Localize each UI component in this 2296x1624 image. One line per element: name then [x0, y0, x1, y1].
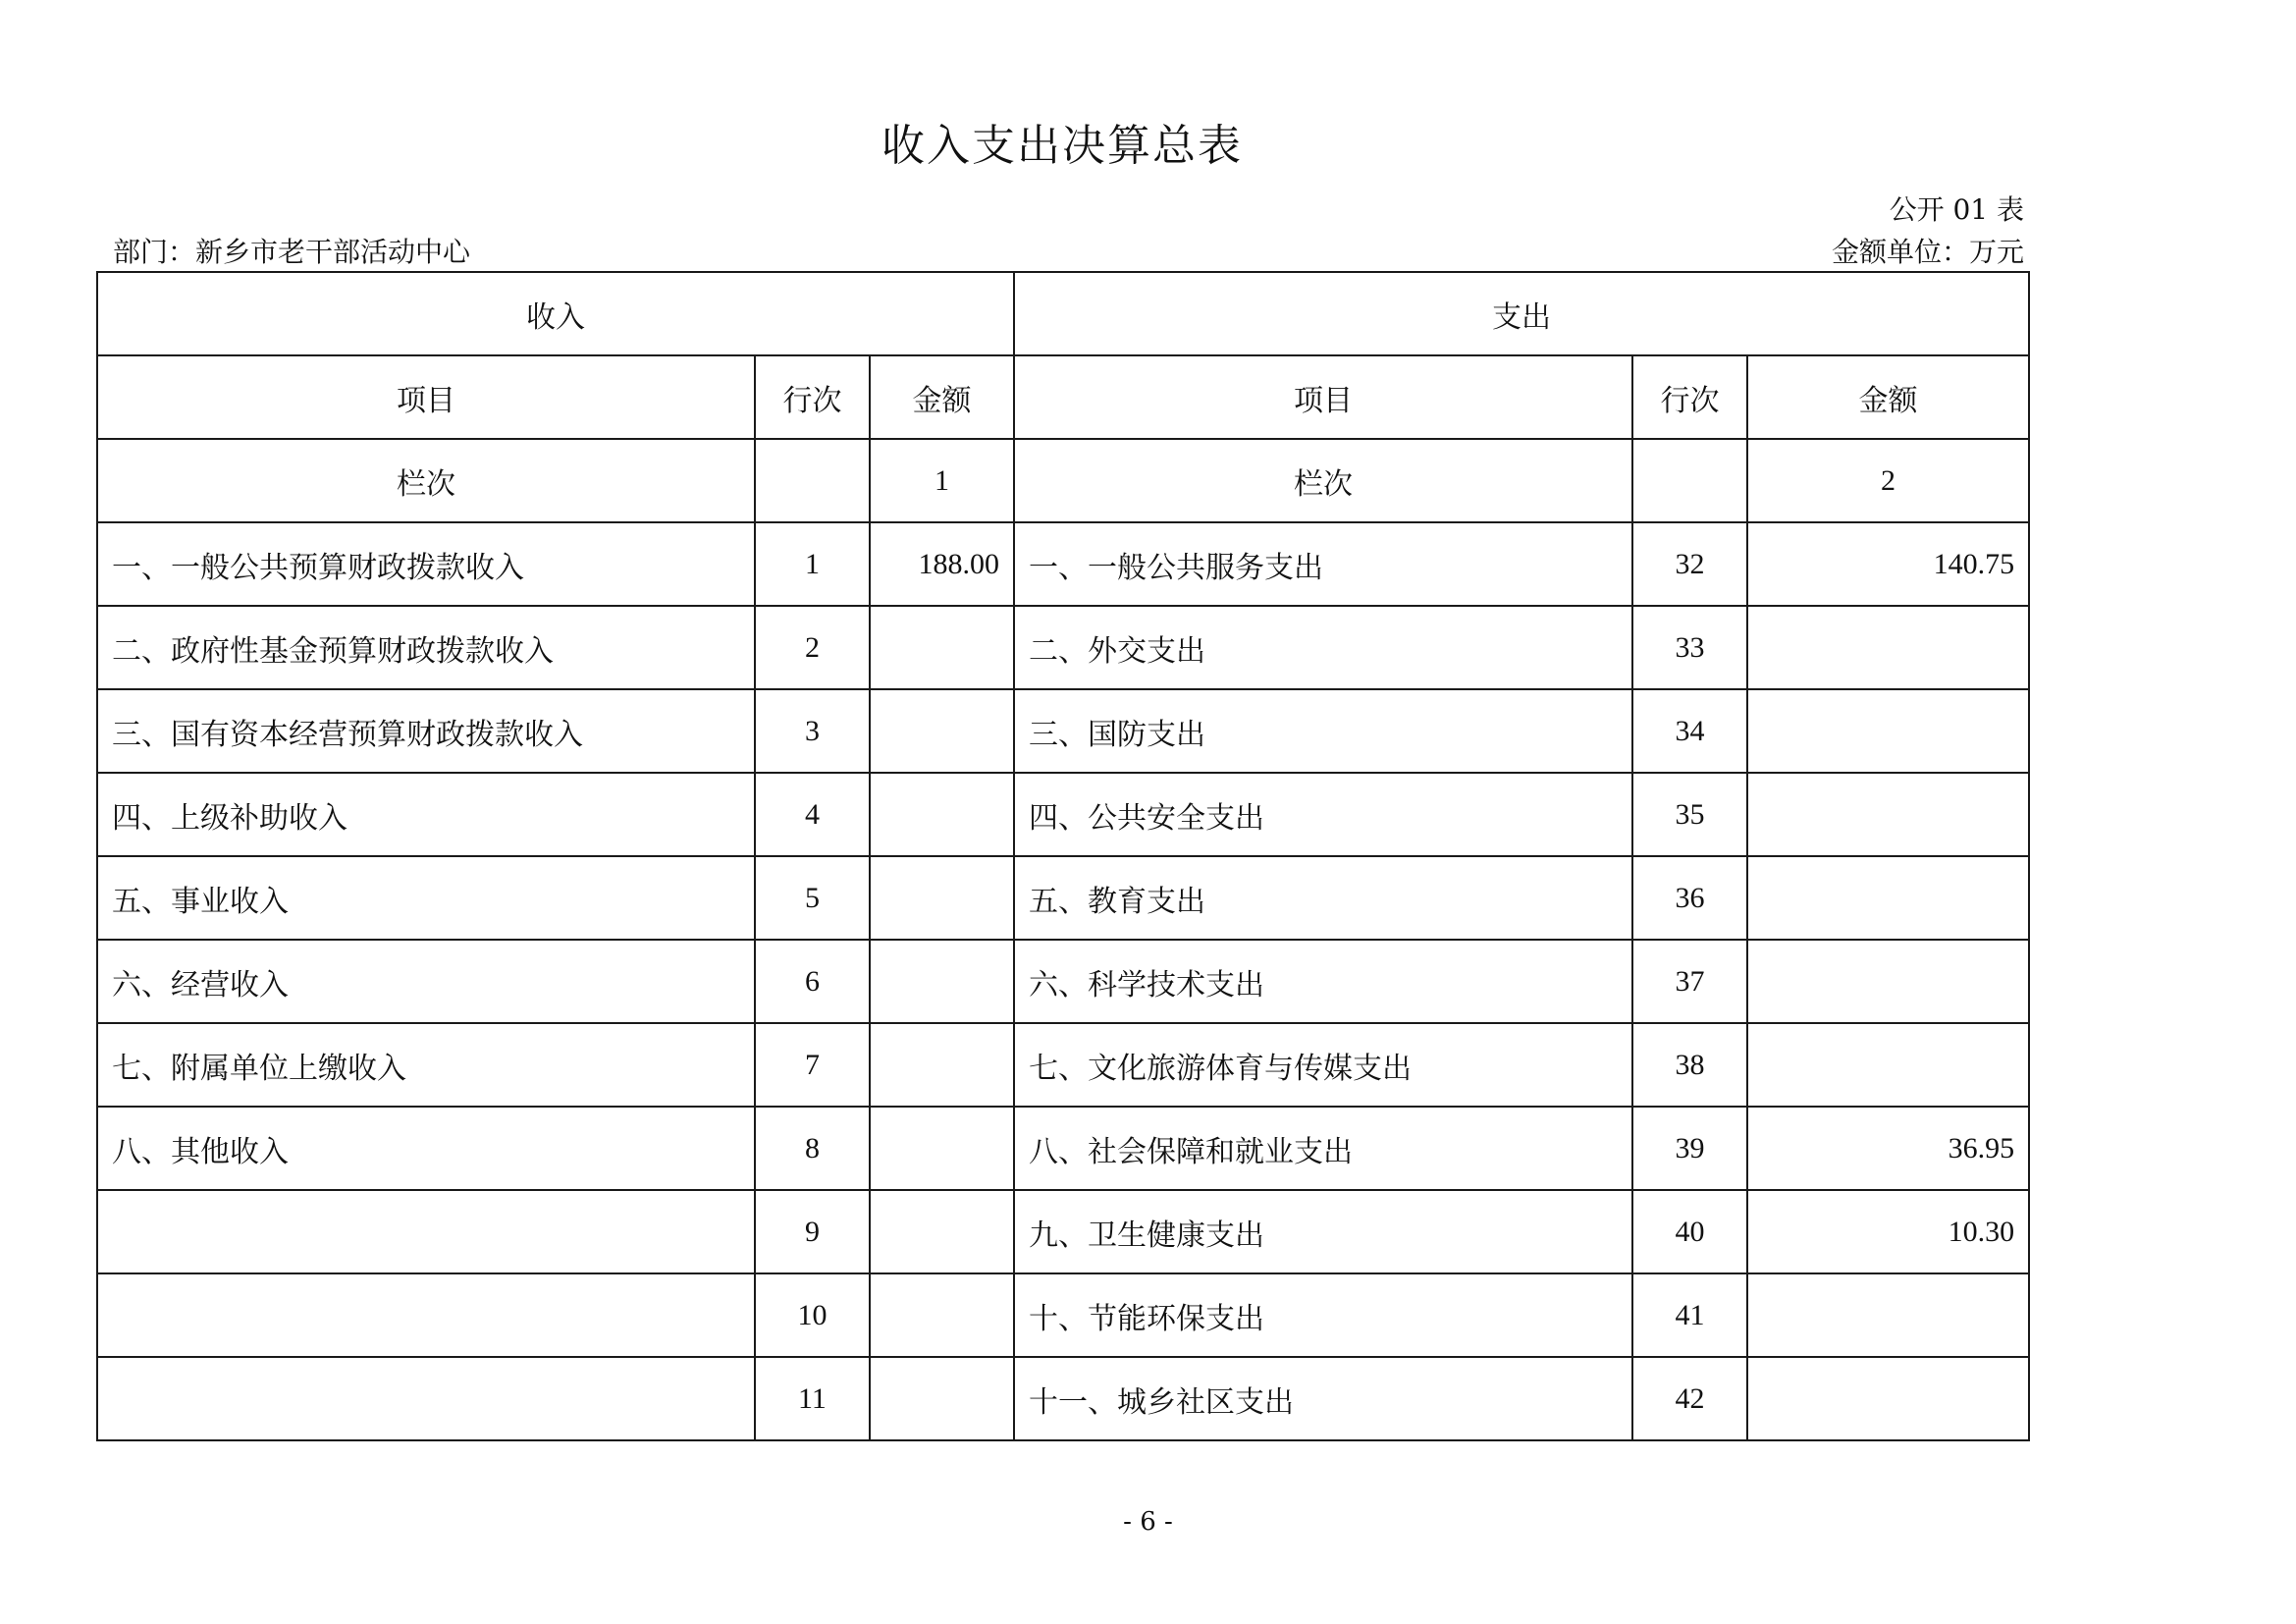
expense-line-cell: 40	[1632, 1190, 1747, 1273]
expense-item-header: 项目	[1014, 355, 1632, 439]
expense-item-cell: 十一、城乡社区支出	[1014, 1357, 1632, 1440]
income-line-cell: 4	[755, 773, 870, 856]
expense-item-cell: 四、公共安全支出	[1014, 773, 1632, 856]
income-column-number: 1	[870, 439, 1014, 522]
table-row	[97, 689, 2029, 773]
expense-amount-cell: 36.95	[1747, 1107, 2029, 1190]
expense-amount-cell: 10.30	[1747, 1190, 2029, 1273]
expense-amount-cell	[1747, 1357, 2029, 1440]
income-item-cell: 三、国有资本经营预算财政拨款收入	[97, 689, 755, 773]
expense-item-cell: 六、科学技术支出	[1014, 940, 1632, 1023]
table-row	[97, 522, 2029, 606]
table-row	[97, 1190, 2029, 1273]
expense-line-cell: 35	[1632, 773, 1747, 856]
expense-item-cell: 十、节能环保支出	[1014, 1273, 1632, 1357]
income-line-cell: 9	[755, 1190, 870, 1273]
income-line-cell: 8	[755, 1107, 870, 1190]
expense-amount-header: 金额	[1747, 355, 2029, 439]
income-line-cell: 2	[755, 606, 870, 689]
expense-section-header: 支出	[1014, 272, 2029, 355]
income-amount-cell	[870, 1107, 1014, 1190]
income-line-cell: 6	[755, 940, 870, 1023]
income-amount-cell	[870, 1273, 1014, 1357]
form-number: 公开 01 表	[1889, 193, 2024, 226]
table-row	[97, 1107, 2029, 1190]
table-row	[97, 856, 2029, 940]
income-amount-cell	[870, 1357, 1014, 1440]
expense-amount-cell	[1747, 773, 2029, 856]
income-amount-cell	[870, 606, 1014, 689]
expense-line-cell: 32	[1632, 522, 1747, 606]
income-item-cell	[97, 1357, 755, 1440]
expense-column-number: 2	[1747, 439, 2029, 522]
expense-line-cell: 39	[1632, 1107, 1747, 1190]
expense-line-cell: 34	[1632, 689, 1747, 773]
expense-amount-cell	[1747, 1023, 2029, 1107]
expense-item-cell: 一、一般公共服务支出	[1014, 522, 1632, 606]
table-row	[97, 606, 2029, 689]
expense-amount-cell	[1747, 1273, 2029, 1357]
expense-line-cell: 42	[1632, 1357, 1747, 1440]
income-amount-cell	[870, 856, 1014, 940]
table-row	[97, 1357, 2029, 1440]
expense-line-cell: 38	[1632, 1023, 1747, 1107]
income-item-cell: 七、附属单位上缴收入	[97, 1023, 755, 1107]
expense-column-number-label: 栏次	[1014, 439, 1632, 522]
expense-line-cell: 37	[1632, 940, 1747, 1023]
income-amount-cell	[870, 773, 1014, 856]
table-row	[97, 773, 2029, 856]
expense-line-cell: 33	[1632, 606, 1747, 689]
income-line-cell: 10	[755, 1273, 870, 1357]
expense-amount-cell: 140.75	[1747, 522, 2029, 606]
income-item-cell: 八、其他收入	[97, 1107, 755, 1190]
income-item-cell	[97, 1190, 755, 1273]
expense-amount-cell	[1747, 856, 2029, 940]
income-item-cell: 二、政府性基金预算财政拨款收入	[97, 606, 755, 689]
income-line-header: 行次	[755, 355, 870, 439]
expense-line-header: 行次	[1632, 355, 1747, 439]
column-number-row	[97, 439, 2029, 522]
income-line-cell: 3	[755, 689, 870, 773]
income-line-cell: 7	[755, 1023, 870, 1107]
column-header-row	[97, 355, 2029, 439]
page-number: - 6 -	[1123, 1507, 1173, 1537]
page-title: 收入支出决算总表	[881, 121, 1243, 171]
income-line-cell: 1	[755, 522, 870, 606]
table-row	[97, 1023, 2029, 1107]
expense-item-cell: 八、社会保障和就业支出	[1014, 1107, 1632, 1190]
amount-unit-label: 金额单位：万元	[1831, 236, 2024, 268]
income-amount-cell	[870, 1190, 1014, 1273]
income-column-number-blank	[755, 439, 870, 522]
income-item-cell: 一、一般公共预算财政拨款收入	[97, 522, 755, 606]
expense-amount-cell	[1747, 606, 2029, 689]
expense-line-cell: 36	[1632, 856, 1747, 940]
income-amount-cell: 188.00	[870, 522, 1014, 606]
income-item-cell: 六、经营收入	[97, 940, 755, 1023]
income-item-header: 项目	[97, 355, 755, 439]
table-row	[97, 1273, 2029, 1357]
income-item-cell: 四、上级补助收入	[97, 773, 755, 856]
income-item-cell: 五、事业收入	[97, 856, 755, 940]
expense-line-cell: 41	[1632, 1273, 1747, 1357]
income-amount-cell	[870, 689, 1014, 773]
expense-item-cell: 二、外交支出	[1014, 606, 1632, 689]
income-amount-cell	[870, 1023, 1014, 1107]
expense-item-cell: 七、文化旅游体育与传媒支出	[1014, 1023, 1632, 1107]
expense-item-cell: 三、国防支出	[1014, 689, 1632, 773]
income-line-cell: 11	[755, 1357, 870, 1440]
section-header-row	[97, 272, 2029, 355]
income-expense-table	[96, 271, 2030, 1441]
expense-amount-cell	[1747, 689, 2029, 773]
income-item-cell	[97, 1273, 755, 1357]
income-section-header: 收入	[97, 272, 1014, 355]
income-line-cell: 5	[755, 856, 870, 940]
department-label: 部门：新乡市老干部活动中心	[113, 236, 471, 268]
table-row	[97, 940, 2029, 1023]
expense-item-cell: 九、卫生健康支出	[1014, 1190, 1632, 1273]
income-column-number-label: 栏次	[97, 439, 755, 522]
expense-amount-cell	[1747, 940, 2029, 1023]
expense-column-number-blank	[1632, 439, 1747, 522]
income-amount-header: 金额	[870, 355, 1014, 439]
expense-item-cell: 五、教育支出	[1014, 856, 1632, 940]
income-amount-cell	[870, 940, 1014, 1023]
